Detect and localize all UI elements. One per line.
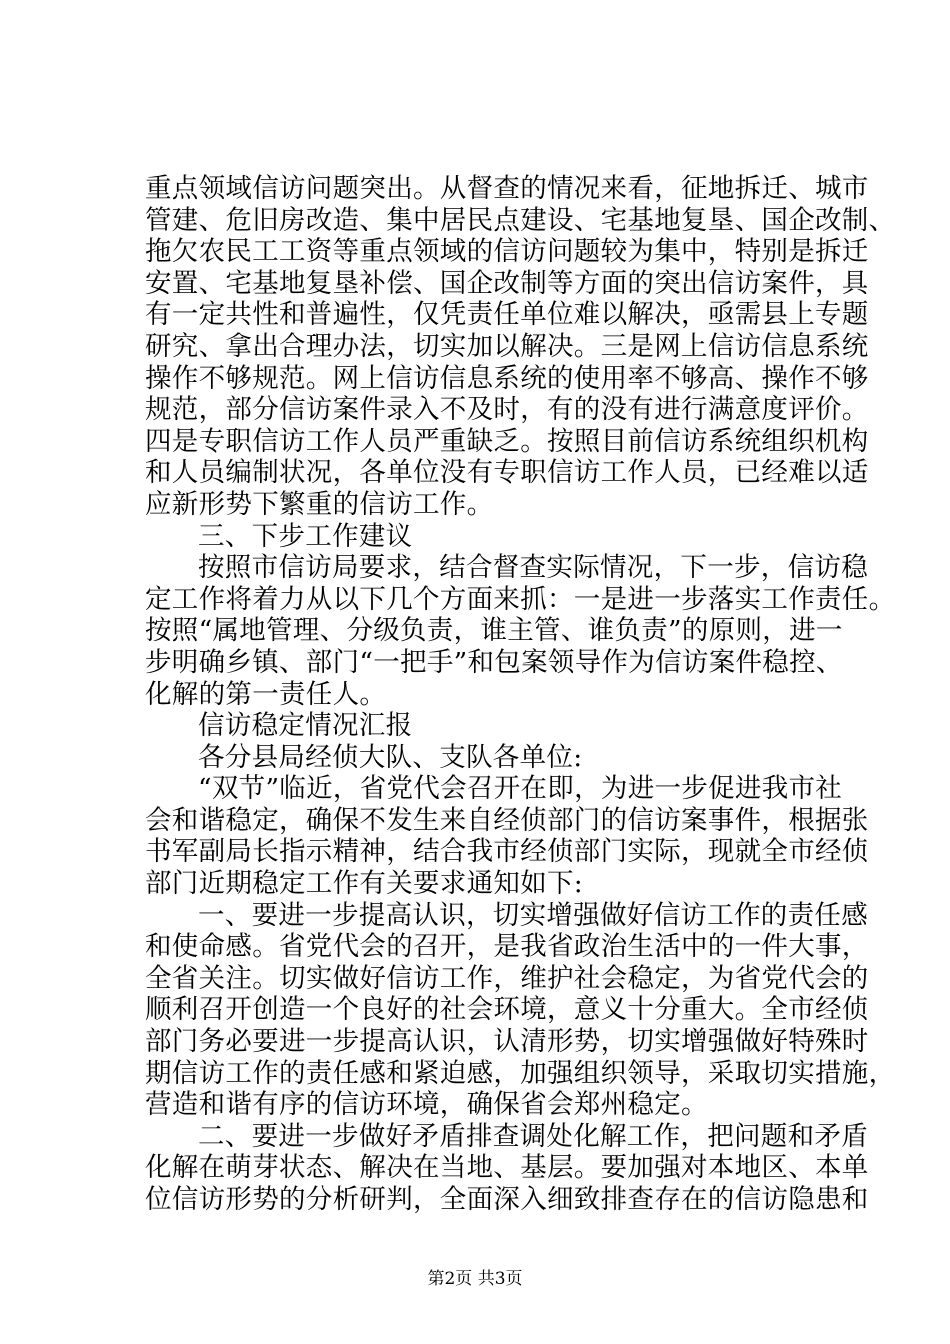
text-line: 研究、拿出合理办法，切实加以解决。三是网上信访信息系统: [145, 330, 869, 362]
text-line: 部门务必要进一步提高认识，认清形势，切实增强做好特殊时: [145, 1026, 869, 1058]
text-line: 营造和谐有序的信访环境，确保省会郑州稳定。: [145, 1089, 708, 1121]
text-line: 四是专职信访工作人员严重缺乏。按照目前信访系统组织机构: [145, 425, 869, 457]
text-line: 安置、宅基地复垦补偿、国企改制等方面的突出信访案件，具: [145, 267, 869, 299]
text-line: 部门近期稳定工作有关要求通知如下:: [145, 868, 584, 900]
text-line: 书军副局长指示精神，结合我市经侦部门实际，现就全市经侦: [145, 836, 869, 868]
text-line: “双节”临近，省党代会召开在即，为进一步促进我市社: [198, 773, 843, 805]
text-line: 会和谐稳定，确保不发生来自经侦部门的信访案事件，根据张: [145, 804, 869, 836]
text-line: 按照市信访局要求，结合督查实际情况，下一步，信访稳: [198, 552, 868, 584]
text-line: 按照“属地管理、分级负责，谁主管、谁负责”的原则，进一: [145, 615, 843, 647]
text-line: 化解的第一责任人。: [145, 678, 387, 710]
text-line: 步明确乡镇、部门“一把手”和包案领导作为信访案件稳控、: [145, 646, 843, 678]
text-line: 和使命感。省党代会的召开，是我省政治生活中的一件大事，: [145, 931, 869, 963]
text-line: 定工作将着力从以下几个方面来抓：一是进一步落实工作责任。: [145, 583, 896, 615]
document-body: [145, 173, 896, 1216]
text-line: 二、要进一步做好矛盾排查调处化解工作，把问题和矛盾: [198, 1120, 868, 1152]
text-line: 和人员编制状况，各单位没有专职信访工作人员，已经难以适: [145, 457, 869, 489]
text-line: 一、要进一步提高认识，切实增强做好信访工作的责任感: [198, 899, 868, 931]
text-line: 顺利召开创造一个良好的社会环境，意义十分重大。全市经侦: [145, 994, 869, 1026]
text-line: 拖欠农民工工资等重点领域的信访问题较为集中，特别是拆迁: [145, 236, 869, 268]
text-line: 全省关注。切实做好信访工作，维护社会稳定，为省党代会的: [145, 962, 869, 994]
text-line: 三、下步工作建议: [198, 520, 413, 552]
text-line: 操作不够规范。网上信访信息系统的使用率不够高、操作不够: [145, 362, 869, 394]
text-line: 位信访形势的分析研判，全面深入细致排查存在的信访隐患和: [145, 1184, 869, 1215]
text-line: 期信访工作的责任感和紧迫感，加强组织领导，采取切实措施，: [145, 1057, 896, 1089]
page-footer: 第2页 共3页: [427, 1269, 523, 1289]
text-line: 重点领域信访问题突出。从督查的情况来看，征地拆迁、城市: [145, 173, 869, 204]
text-line: 有一定共性和普遍性，仅凭责任单位难以解决，亟需县上专题: [145, 299, 869, 331]
text-line: 管建、危旧房改造、集中居民点建设、宅基地复垦、国企改制、: [145, 204, 896, 236]
text-line: 应新形势下繁重的信访工作。: [145, 488, 494, 520]
text-line: 信访稳定情况汇报: [198, 710, 413, 742]
text-line: 各分县局经侦大队、支队各单位:: [198, 741, 583, 773]
text-line: 化解在萌芽状态、解决在当地、基层。要加强对本地区、本单: [145, 1152, 869, 1184]
text-line: 规范，部分信访案件录入不及时，有的没有进行满意度评价。: [145, 394, 869, 426]
